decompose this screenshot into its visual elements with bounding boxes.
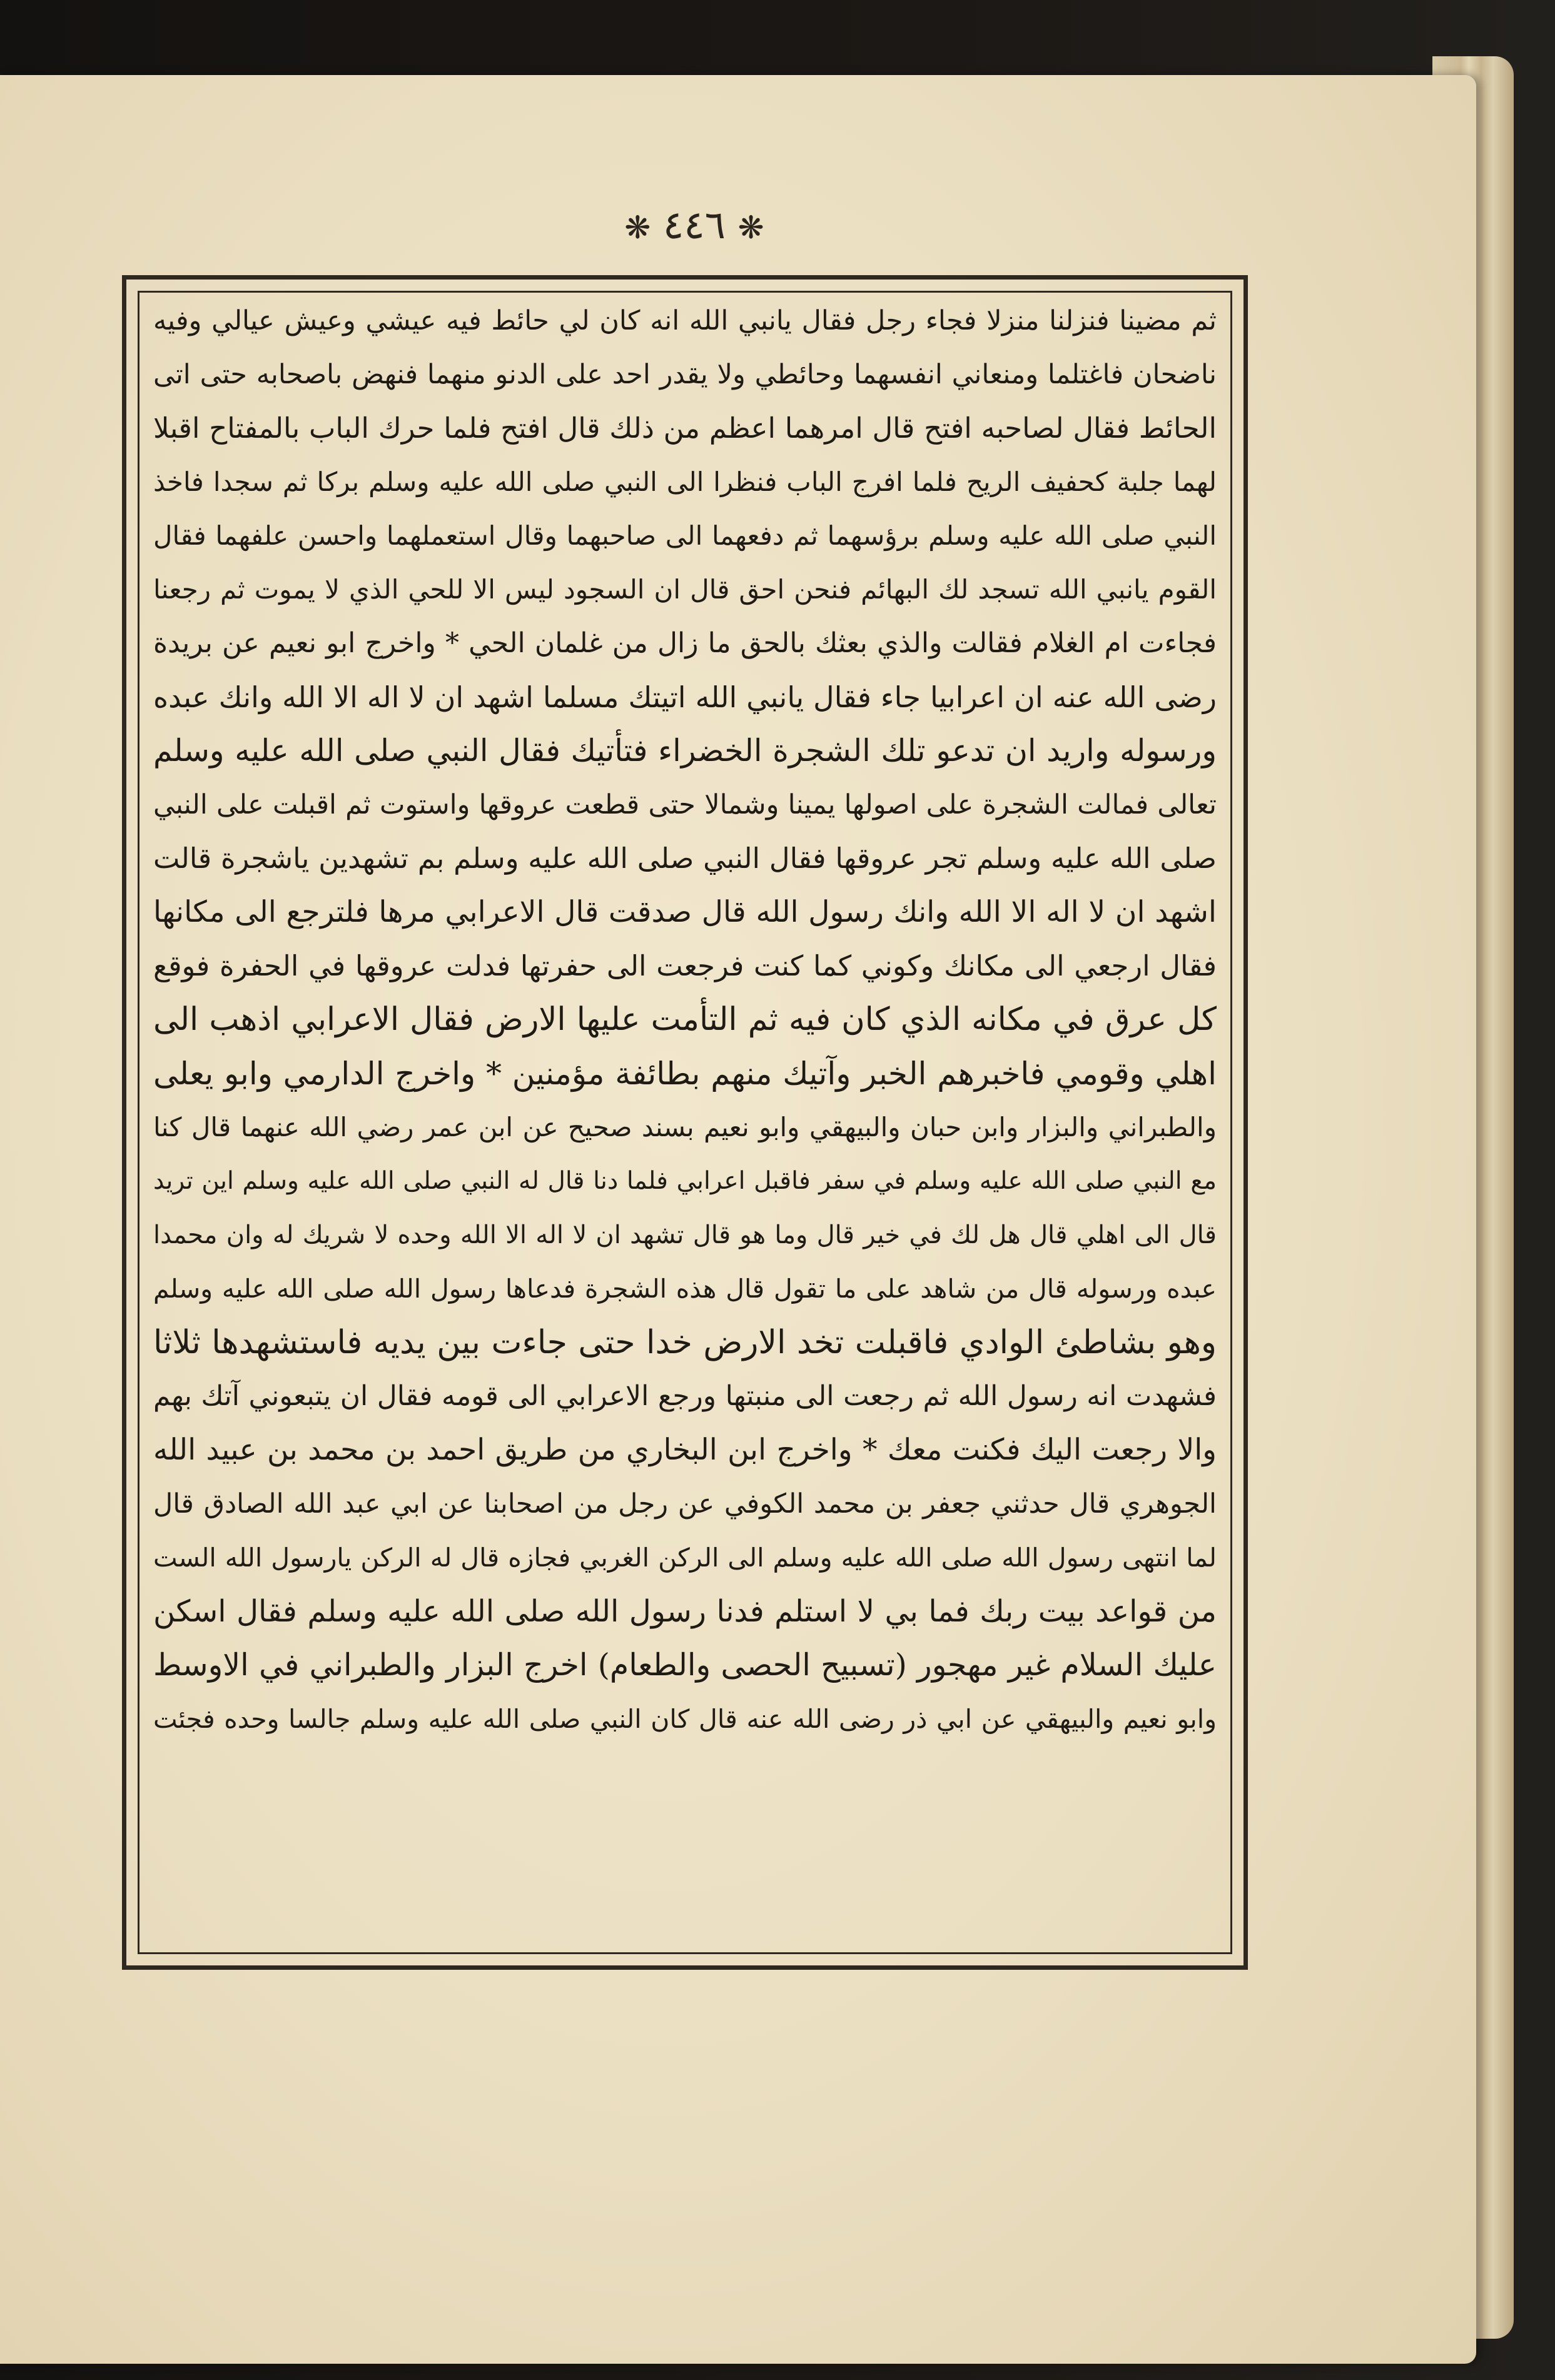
text-line-3: الحائط فقال لصاحبه افتح قال امرهما اعظم من ذلك قال افتح فلما حرك الباب بالمفتاح اقبلا — [153, 411, 1217, 445]
ornament-left: ❋ — [624, 209, 651, 246]
text-line-24: لما انتهى رسول الله صلى الله عليه وسلم الى الركن الغربي فجازه قال له الركن يارسول الله الست — [153, 1543, 1217, 1573]
text-line-18: قال الى اهلي قال هل لك في خير قال وما هو قال تشهد ان لا اله الا الله وحده لا شريك له وان محمدا — [153, 1221, 1217, 1249]
text-line-1: ثم مضينا فنزلنا منزلا فجاء رجل فقال يانبي الله انه كان لي حائط فيه عيشي وعيش عيالي وفيه — [153, 305, 1217, 336]
text-line-4: لهما جلبة كحفيف الريح فلما افرج الباب فنظرا الى النبي صلى الله عليه وسلم بركا ثم سجدا فاخذ — [153, 466, 1217, 497]
text-line-8: رضى الله عنه ان اعرابيا جاء فقال يانبي الله اتيتك مسلما اشهد ان لا اله الا الله وانك عبده — [153, 680, 1217, 714]
text-line-19: عبده ورسوله قال من شاهد على ما تقول قال هذه الشجرة فدعاها رسول الله صلى الله عليه وسلم — [153, 1274, 1217, 1304]
text-line-7: فجاءت ام الغلام فقالت والذي بعثك بالحق ما زال من غلمان الحي * واخرج ابو نعيم عن بريدة — [153, 627, 1217, 659]
text-line-12: اشهد ان لا اله الا الله وانك رسول الله قال صدقت قال الاعرابي مرها فلترجع الى مكانها — [153, 895, 1217, 929]
text-line-17: مع النبي صلى الله عليه وسلم في سفر فاقبل اعرابي فلما دنا قال له النبي صلى الله عليه وسلم اين تريد — [153, 1167, 1217, 1195]
text-line-25: من قواعد بيت ربك فما بي لا استلم فدنا رسول الله صلى الله عليه وسلم فقال اسكن — [153, 1594, 1217, 1629]
text-line-23: الجوهري قال حدثني جعفر بن محمد الكوفي عن رجل من اصحابنا عن ابي عبد الله الصادق قال — [153, 1488, 1217, 1520]
text-line-13: فقال ارجعي الى مكانك وكوني كما كنت فرجعت الى حفرتها فدلت عروقها في الحفرة فوقع — [153, 949, 1217, 982]
text-line-2: ناضحان فاغتلما ومنعاني انفسهما وحائطي ولا يقدر احد على الدنو منهما فنهض باصحابه حتى اتى — [153, 359, 1217, 390]
text-line-15: اهلي وقومي فاخبرهم الخبر وآتيك منهم بطائفة مؤمنين * واخرج الدارمي وابو يعلى — [153, 1056, 1217, 1092]
text-line-21: فشهدت انه رسول الله ثم رجعت الى منبتها ورجع الاعرابي الى قومه فقال ان يتبعوني آتك بهم — [153, 1380, 1217, 1412]
text-line-5: النبي صلى الله عليه وسلم برؤسهما ثم دفعهما الى صاحبهما وقال استعملهما واحسن علفهما فقال — [153, 520, 1217, 551]
text-line-11: صلى الله عليه وسلم تجر عروقها فقال النبي صلى الله عليه وسلم بم تشهدين ياشجرة قالت — [153, 842, 1217, 875]
text-line-16: والطبراني والبزار وابن حبان والبيهقي وابو نعيم بسند صحيح عن ابن عمر رضي الله عنهما قال كنا — [153, 1112, 1217, 1142]
text-line-9: ورسوله واريد ان تدعو تلك الشجرة الخضراء فتأتيك فقال النبي صلى الله عليه وسلم — [153, 733, 1217, 769]
text-line-22: والا رجعت اليك فكنت معك * واخرج ابن البخاري من طريق احمد بن محمد بن عبيد الله — [153, 1433, 1217, 1467]
page-number: ٤٤٦ — [663, 202, 726, 248]
text-line-20: وهو بشاطئ الوادي فاقبلت تخد الارض خدا حتى جاءت بين يديه فاستشهدها ثلاثا — [153, 1324, 1217, 1361]
body-text-column — [153, 294, 1217, 1945]
text-line-27: وابو نعيم والبيهقي عن ابي ذر رضى الله عنه قال كان النبي صلى الله عليه وسلم جالسا وحده فجئت — [153, 1704, 1217, 1734]
text-line-10: تعالى فمالت الشجرة على اصولها يمينا وشمالا حتى قطعت عروقها واستوت ثم اقبلت على النبي — [153, 789, 1217, 820]
ornament-right: ❋ — [737, 209, 764, 246]
text-line-26: عليك السلام غير مهجور (تسبيح الحصى والطعام) اخرج البزار والطبراني في الاوسط — [153, 1647, 1217, 1683]
text-line-14: كل عرق في مكانه الذي كان فيه ثم التأمت عليها الارض فقال الاعرابي اذهب الى — [153, 1001, 1217, 1038]
text-line-6: القوم يانبي الله تسجد لك البهائم فنحن احق قال ان السجود ليس الا للحي الذي لا يموت ثم رجعنا — [153, 574, 1217, 605]
page-number-header — [600, 197, 788, 253]
